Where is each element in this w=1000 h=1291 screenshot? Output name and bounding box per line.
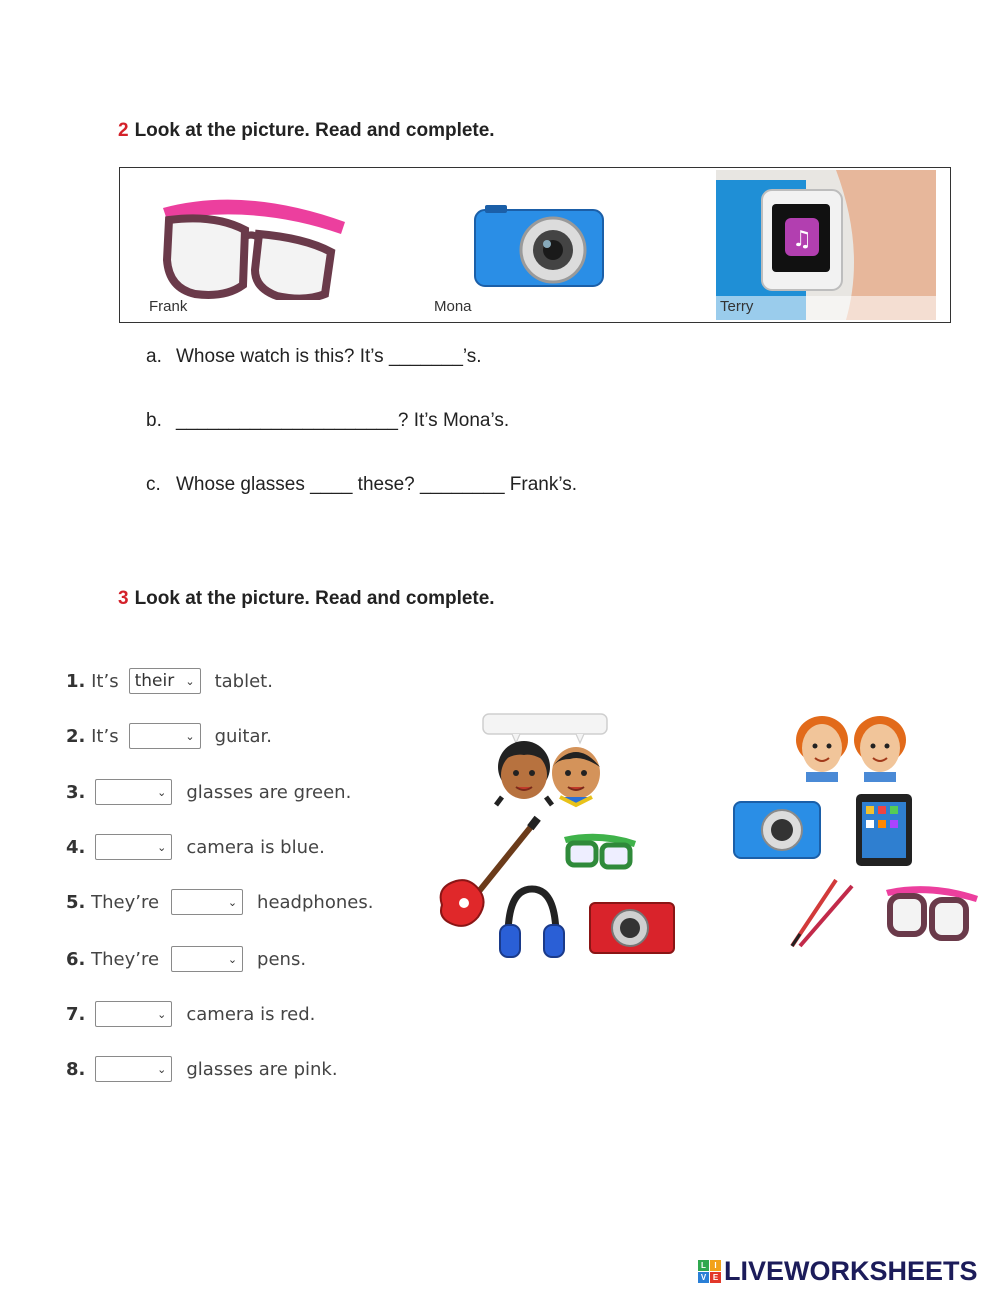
- boy-image: [552, 747, 600, 805]
- pink-glasses-image: [155, 190, 350, 300]
- chevron-down-icon: ⌄: [157, 1062, 167, 1076]
- item-row-2: 2. It’s ⌄ guitar.: [66, 723, 272, 749]
- red-camera-image: [590, 903, 674, 953]
- question-b: b. _____________________? It’s Mona’s.: [146, 410, 510, 431]
- answer-dropdown-7[interactable]: [95, 1001, 172, 1027]
- red-guitar-image: [441, 816, 541, 926]
- chevron-down-icon: ⌄: [227, 895, 238, 909]
- section-title: Look at the picture. Read and complete.: [134, 120, 495, 141]
- blue-camera-image: [473, 204, 605, 290]
- blue-camera-small-image: [734, 802, 820, 858]
- chevron-down-icon: ⌄: [157, 840, 167, 854]
- answer-dropdown-2[interactable]: [129, 723, 201, 749]
- section-3-heading: [118, 588, 495, 610]
- chevron-down-icon: ⌄: [157, 785, 167, 799]
- tablet-image: [856, 794, 912, 866]
- chevron-down-icon: ⌄: [185, 729, 195, 743]
- chevron-down-icon: ⌄: [227, 952, 238, 966]
- item-row-7: 7. ⌄ camera is red.: [66, 1001, 315, 1027]
- logo-text: LIVEWORKSHEETS: [724, 1256, 978, 1286]
- question-c: c. Whose glasses ____ these? ________ Frank’s.: [146, 474, 578, 495]
- item-row-5: 5. They’re ⌄ headphones.: [66, 889, 373, 915]
- chevron-down-icon: ⌄: [185, 674, 195, 688]
- green-glasses-image: [564, 834, 636, 867]
- answer-dropdown-6[interactable]: [171, 946, 243, 972]
- answer-dropdown-3[interactable]: [95, 779, 172, 805]
- liveworksheets-logo: [698, 1256, 978, 1287]
- blue-headphones-image: [500, 889, 564, 957]
- speech-bubble-image: [483, 714, 607, 743]
- item-row-6: 6. They’re ⌄ pens.: [66, 946, 306, 972]
- chevron-down-icon: ⌄: [157, 1007, 167, 1021]
- question-a: a. Whose watch is this? It’s _______’s.: [146, 346, 482, 367]
- answer-dropdown-5[interactable]: [171, 889, 243, 915]
- pens-image: [792, 880, 852, 946]
- caption-mona: Mona: [434, 298, 472, 315]
- caption-frank: Frank: [149, 298, 188, 315]
- section-number: 3: [118, 588, 129, 609]
- answer-dropdown-8[interactable]: [95, 1056, 172, 1082]
- picture-box: [119, 167, 951, 323]
- pink-glasses-small-image: [886, 886, 978, 938]
- answer-dropdown-4[interactable]: [95, 834, 172, 860]
- item-row-3: 3. ⌄ glasses are green.: [66, 779, 351, 805]
- item-row-1: 1. It’s their ⌄ tablet.: [66, 668, 273, 694]
- girl-image: [496, 741, 552, 805]
- caption-terry: Terry: [720, 298, 754, 315]
- kids-items-illustration: [430, 705, 690, 975]
- section-title: Look at the picture. Read and complete.: [134, 588, 495, 609]
- twin-kids-image: [796, 716, 906, 782]
- item-row-8: 8. ⌄ glasses are pink.: [66, 1056, 338, 1082]
- logo-blocks-icon: L I V E: [698, 1260, 721, 1283]
- section-number: 2: [118, 120, 129, 141]
- answer-dropdown-1[interactable]: their ⌄: [129, 668, 201, 694]
- twins-items-illustration: [730, 710, 980, 955]
- section-2-heading: [118, 120, 495, 142]
- svg-text:♫: ♫: [792, 227, 812, 252]
- item-row-4: 4. ⌄ camera is blue.: [66, 834, 325, 860]
